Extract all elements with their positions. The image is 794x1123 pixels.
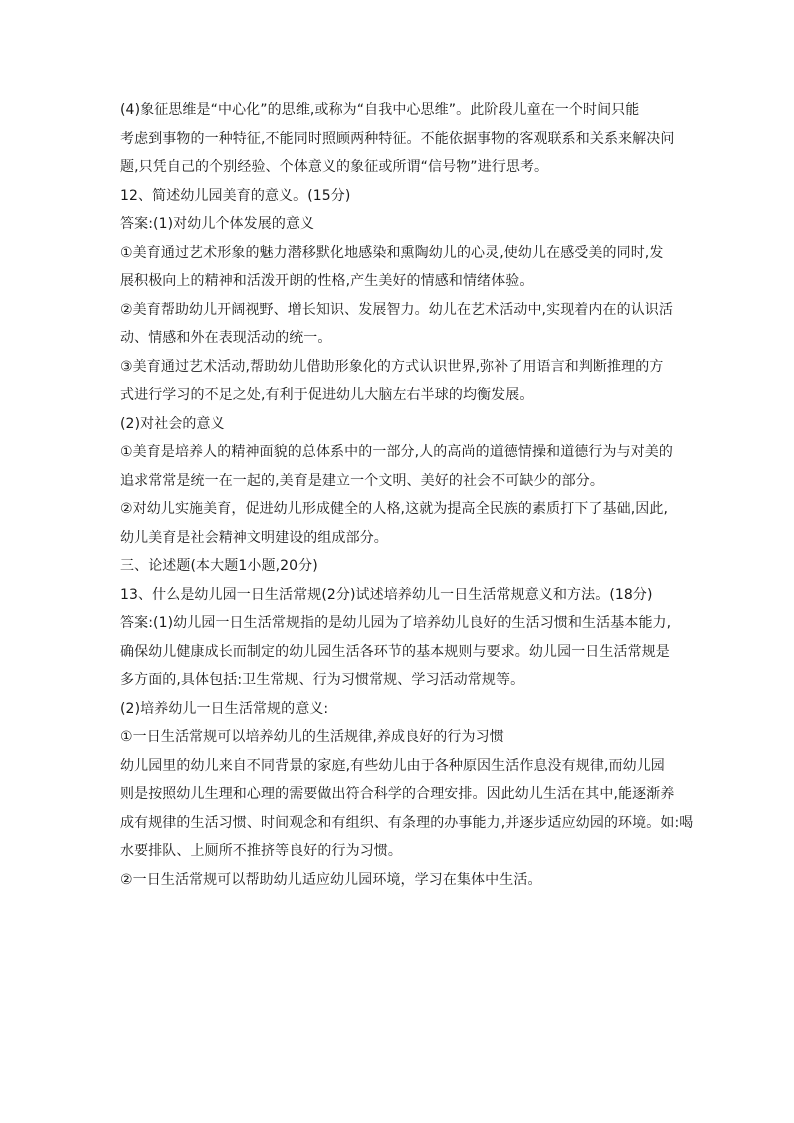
text-line-2: 考虑到事物的一种特征,不能同时照顾两种特征。不能依据事物的客观联系和关系来解决问 (120, 130, 675, 147)
text-line-13: ①美育是培养人的精神面貌的总体系中的一部分,人的高尚的道德情操和道德行为与对美的 (120, 444, 673, 460)
question-12-heading: 12、简述幼儿园美育的意义。(15分) (120, 187, 351, 204)
text-line-20: 确保幼儿健康成长而制定的幼儿园生活各环节的基本规则与要求。幼儿园一日生活常规是 (120, 643, 670, 660)
document-body (120, 96, 700, 894)
text-line-25: 则是按照幼儿生理和心理的需要做出符合科学的合理安排。因此幼儿生活在其中,能逐渐养 (120, 786, 675, 802)
answer-12-start: 答案:(1)对幼儿个体发展的意义 (120, 216, 315, 232)
text-line-8: ②美育帮助幼儿开阔视野、增长知识、发展智力。幼儿在艺术活动中,实现着内在的认识活 (120, 301, 673, 318)
text-line-21: 多方面的,具体包括:卫生常规、行为习惯常规、学习活动常规等。 (120, 672, 525, 688)
text-line-10: ③美育通过艺术活动,帮助幼儿借助形象化的方式认识世界,弥补了用语言和判断推理的方 (120, 358, 664, 375)
subheading-routine-significance: (2)培养幼儿一日生活常规的意义: (120, 700, 329, 717)
text-line-7: 展积极向上的精神和活泼开朗的性格,产生美好的情感和情绪体验。 (120, 273, 534, 289)
text-line-1: (4)象征思维是“中心化”的思维,或称为“自我中心思维”。此阶段儿童在一个时间只能 (120, 102, 640, 118)
section-three-heading: 三、论述题(本大题1小题,20分) (120, 558, 318, 574)
text-line-27: 水要排队、上厕所不推挤等良好的行为习惯。 (120, 843, 402, 859)
text-line-11: 式进行学习的不足之处,有利于促进幼儿大脑左右半球的均衡发展。 (120, 387, 534, 403)
answer-13-start: 答案:(1)幼儿园一日生活常规指的是幼儿园为了培养幼儿良好的生活习惯和生活基本能力, (120, 615, 672, 631)
text-line-3: 题,只凭自己的个别经验、个体意义的象征或所谓“信号物”进行思考。 (120, 159, 549, 175)
text-line-24: 幼儿园里的幼儿来自不同背景的家庭,有些幼儿由于各种原因生活作息没有规律,而幼儿园 (120, 757, 665, 774)
text-line-26: 成有规律的生活习惯、时间观念和有组织、有条理的办事能力,并逐步适应幼园的环境。如:喝 (120, 814, 694, 831)
question-13-heading: 13、什么是幼儿园一日生活常规(2分)试述培养幼儿一日生活常规意义和方法。(18分) (120, 586, 653, 603)
text-line-16: 幼儿美育是社会精神文明建设的组成部分。 (120, 529, 388, 546)
text-line-28: ②一日生活常规可以帮助幼儿适应幼儿园环境，学习在集体中生活。 (120, 871, 542, 888)
text-line-9: 动、情感和外在表现活动的统一。 (120, 330, 332, 346)
text-line-23: ①一日生活常规可以培养幼儿的生活规律,养成良好的行为习惯 (120, 729, 504, 745)
text-line-6: ①美育通过艺术形象的魅力潜移默化地感染和熏陶幼儿的心灵,使幼儿在感受美的同时,发 (120, 244, 664, 261)
subheading-social-significance: (2)对社会的意义 (120, 415, 225, 432)
text-line-15: ②对幼儿实施美育，促进幼儿形成健全的人格,这就为提高全民族的素质打下了基础,因此, (120, 501, 668, 517)
text-line-14: 追求常常是统一在一起的,美育是建立一个文明、美好的社会不可缺少的部分。 (120, 472, 604, 489)
